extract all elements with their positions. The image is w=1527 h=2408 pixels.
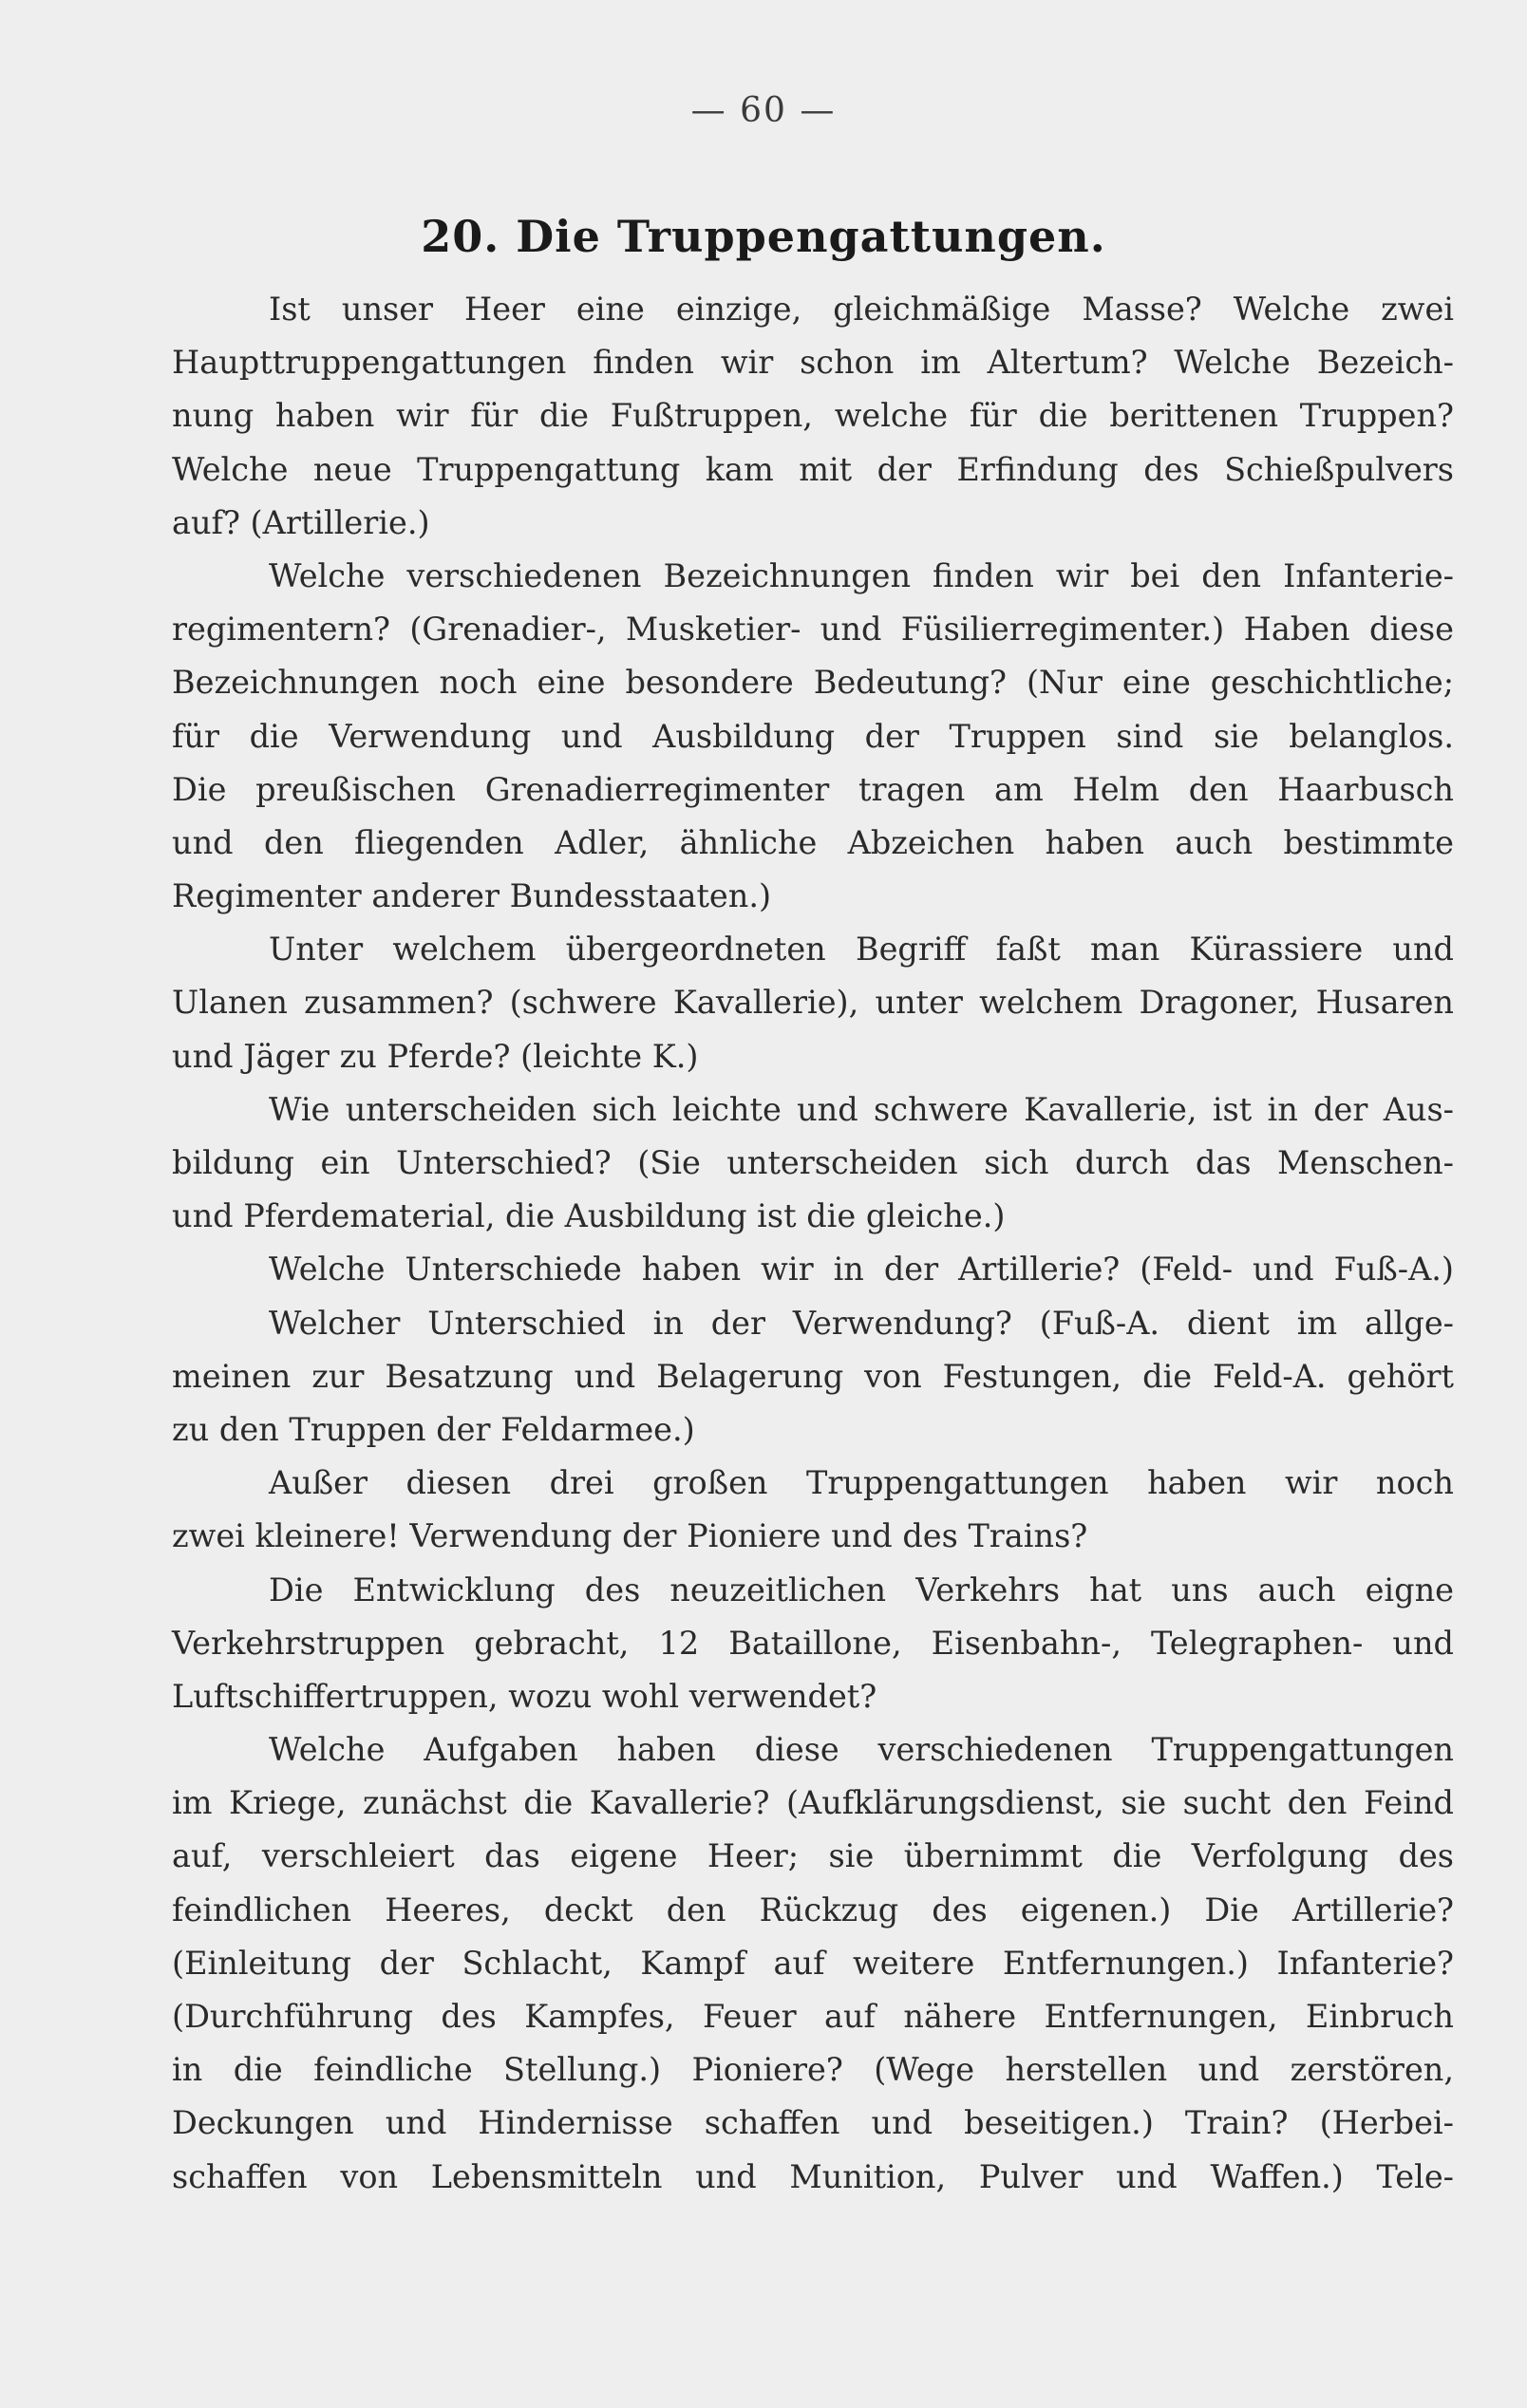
text-line: Die preußischen Grenadierregimenter tragen am Helm den Haarbusch bbox=[172, 770, 1454, 808]
text-line: auf, verschleiert das eigene Heer; sie übernimmt die Verfolgung des bbox=[172, 1837, 1454, 1875]
text-line: regimentern? (Grenadier-, Musketier- und Füsilierregimenter.) Haben diese bbox=[172, 611, 1454, 649]
text-line: Außer diesen drei großen Truppengattungen haben wir noch bbox=[269, 1464, 1454, 1502]
text-line: meinen zur Besatzung und Belagerung von Festungen, die Feld-A. gehört bbox=[172, 1357, 1454, 1395]
text-line: Deckungen und Hindernisse schaffen und beseitigen.) Train? (Herbei- bbox=[172, 2104, 1454, 2142]
text-line: im Kriege, zunächst die Kavallerie? (Aufklärungsdienst, sie sucht den Feind bbox=[172, 1784, 1454, 1822]
text-line: Die Entwicklung des neuzeitlichen Verkehrs hat uns auch eigne bbox=[269, 1571, 1454, 1608]
section-heading: 20. Die Truppengattungen. bbox=[421, 211, 1106, 262]
text-line: Wie unterscheiden sich leichte und schwere Kavallerie, ist in der Aus- bbox=[269, 1090, 1454, 1128]
text-line: Unter welchem übergeordneten Begriff faßt man Kürassiere und bbox=[269, 931, 1454, 969]
text-line: (Einleitung der Schlacht, Kampf auf weitere Entfernungen.) Infanterie? bbox=[172, 1944, 1454, 1982]
text-line: und den fliegenden Adler, ähnliche Abzeichen haben auch bestimmte bbox=[172, 823, 1454, 861]
text-line: Ist unser Heer eine einzige, gleichmäßige Masse? Welche zwei bbox=[269, 291, 1454, 328]
text-line: Welcher Unterschied in der Verwendung? (Fuß-A. dient im allge- bbox=[269, 1304, 1454, 1342]
text-line: zu den Truppen der Feldarmee.) bbox=[172, 1410, 695, 1448]
text-line: Welche neue Truppengattung kam mit der Erfindung des Schießpulvers bbox=[172, 450, 1454, 488]
text-line: Welche verschiedenen Bezeichnungen finden wir bei den Infanterie- bbox=[269, 556, 1454, 594]
text-line: Luftschiffertruppen, wozu wohl verwendet? bbox=[172, 1677, 877, 1715]
text-line: (Durchführung des Kampfes, Feuer auf nähere Entfernungen, Einbruch bbox=[172, 1998, 1454, 2035]
text-line: schaffen von Lebensmitteln und Munition, Pulver und Waffen.) Tele- bbox=[172, 2157, 1454, 2195]
body-text bbox=[172, 283, 1454, 2204]
text-line: Bezeichnungen noch eine besondere Bedeutung? (Nur eine geschichtliche; bbox=[172, 664, 1454, 702]
text-line: bildung ein Unterschied? (Sie unterscheiden sich durch das Menschen- bbox=[172, 1144, 1454, 1181]
text-line: Regimenter anderer Bundesstaaten.) bbox=[172, 877, 772, 915]
text-line: feindlichen Heeres, deckt den Rückzug des eigenen.) Die Artillerie? bbox=[172, 1891, 1454, 1928]
text-line: zwei kleinere! Verwendung der Pioniere und des Trains? bbox=[172, 1517, 1088, 1555]
text-line: Verkehrstruppen gebracht, 12 Bataillone, Eisenbahn-, Telegraphen- und bbox=[172, 1624, 1454, 1662]
text-line: in die feindliche Stellung.) Pioniere? (Wege herstellen und zerstören, bbox=[172, 2051, 1454, 2089]
text-line: für die Verwendung und Ausbildung der Truppen sind sie belanglos. bbox=[172, 717, 1454, 755]
text-line: auf? (Artillerie.) bbox=[172, 503, 430, 541]
text-line: Welche Aufgaben haben diese verschiedenen Truppengattungen bbox=[269, 1731, 1454, 1769]
text-line: und Jäger zu Pferde? (leichte K.) bbox=[172, 1037, 699, 1075]
text-line: Haupttruppengattungen finden wir schon im Altertum? Welche Bezeich- bbox=[172, 344, 1454, 382]
page-number: — 60 — bbox=[690, 91, 837, 130]
text-line: Ulanen zusammen? (schwere Kavallerie), unter welchem Dragoner, Husaren bbox=[172, 984, 1454, 1022]
text-line: Welche Unterschiede haben wir in der Artillerie? (Feld- und Fuß-A.) bbox=[269, 1251, 1454, 1289]
text-line: nung haben wir für die Fußtruppen, welche für die berittenen Truppen? bbox=[172, 397, 1454, 435]
text-line: und Pferdematerial, die Ausbildung ist die gleiche.) bbox=[172, 1197, 1006, 1235]
